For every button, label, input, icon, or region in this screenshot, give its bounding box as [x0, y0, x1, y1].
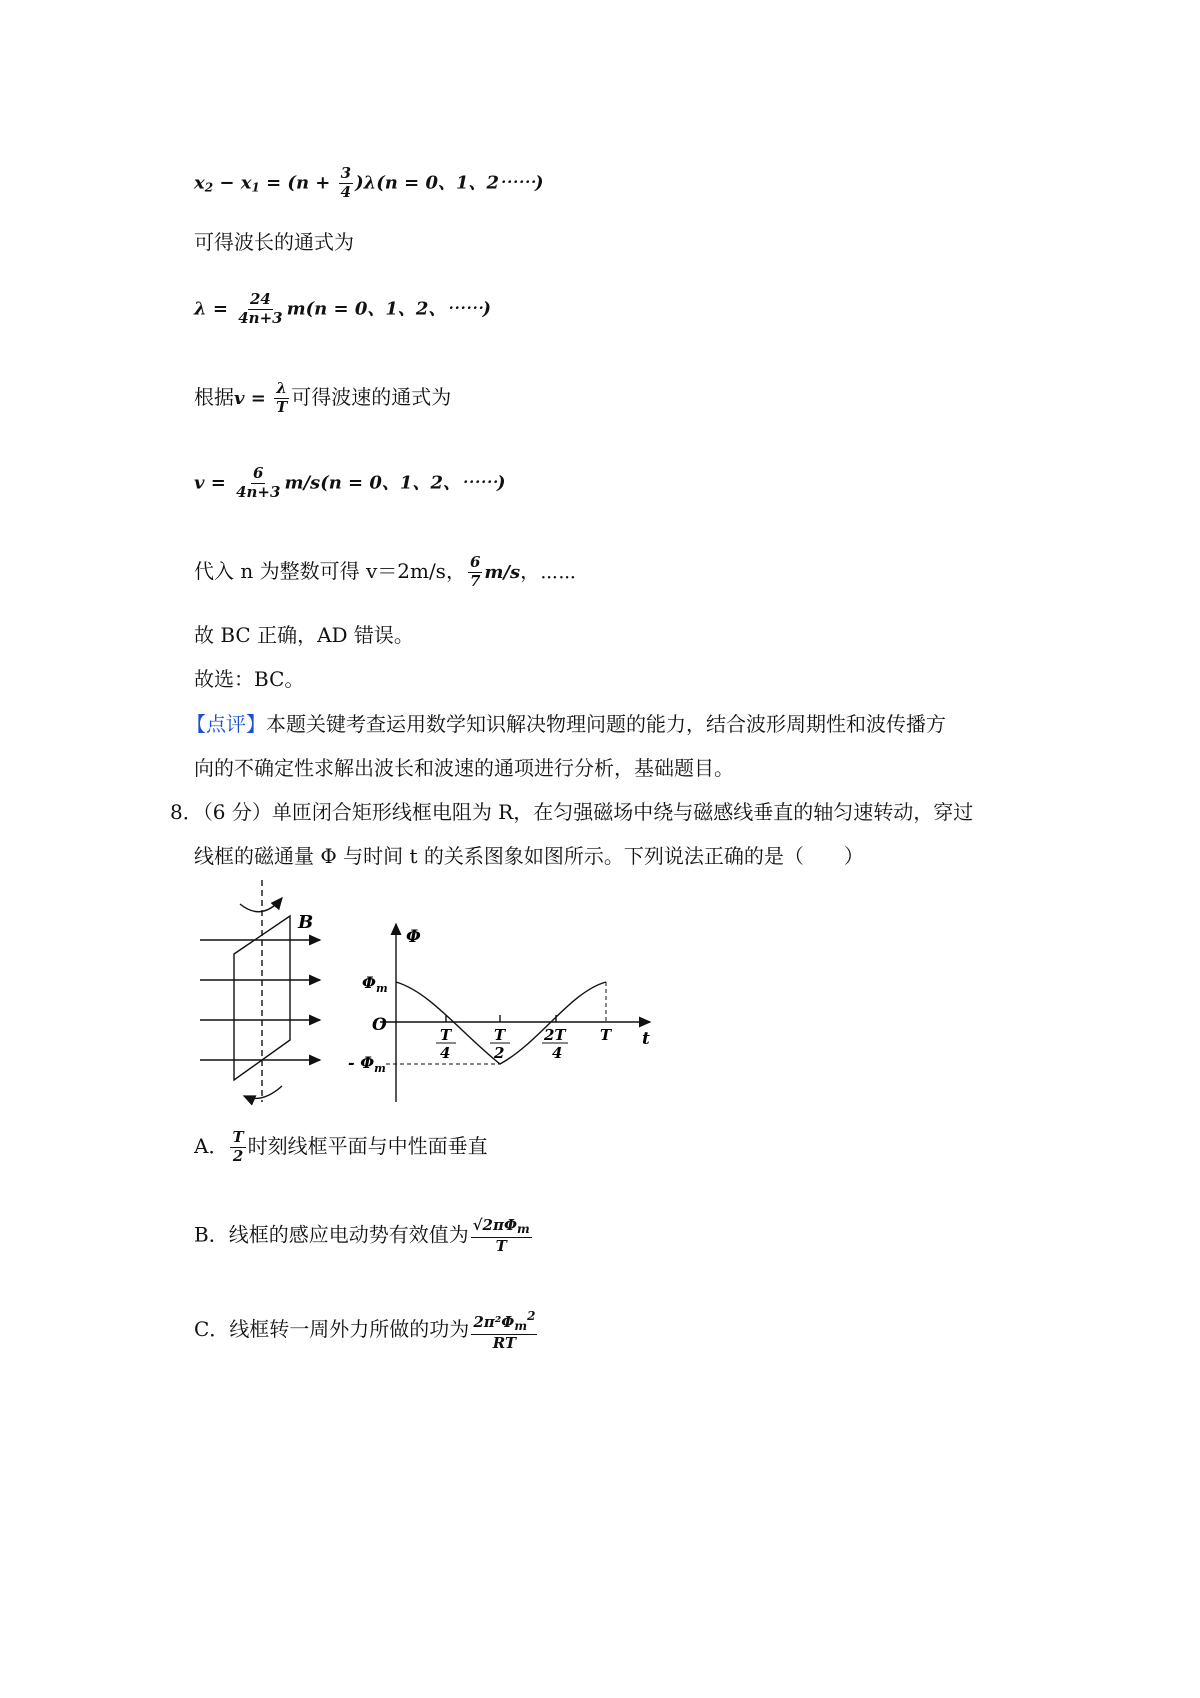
tick-label-three-quarter — [542, 1026, 568, 1062]
equation-wavelength: λ = $\frac{24}{4n+3}$ m(n = 0、1、2、⋯⋯) — [194, 290, 491, 327]
field-label: B — [298, 912, 314, 933]
y-axis-label: Φ — [406, 927, 421, 947]
svg-text:T: T — [440, 1026, 452, 1044]
flux-graph — [380, 924, 650, 1102]
option-a[interactable]: A． $\frac{T}{2}$ 时刻线框平面与中性面垂直 — [194, 1128, 488, 1165]
rotation-arrow-icon — [244, 1086, 282, 1098]
option-b[interactable]: B．线框的感应电动势有效值为 $\frac{√2\pi\Phi_m}{T}$ — [194, 1216, 530, 1255]
conclusion-text: 故 BC 正确，AD 错误。 — [194, 623, 414, 647]
rotation-arrow-icon — [240, 898, 282, 912]
wavelength-intro-text: 可得波长的通式为 — [194, 230, 354, 254]
svg-text:2: 2 — [494, 1044, 505, 1062]
svg-text:4: 4 — [440, 1044, 451, 1062]
question-8-line-2: 线框的磁通量 Φ 与时间 t 的关系图象如图所示。下列说法正确的是（ ） — [194, 844, 864, 868]
min-label: - $\Phi_m$ — [348, 1053, 386, 1075]
max-label: $\Phi_m$ — [362, 973, 388, 995]
comment-line-1: 【点评】本题关键考查运用数学知识解决物理问题的能力，结合波形周期性和波传播方 — [186, 712, 946, 736]
origin-label: O — [372, 1015, 387, 1035]
svg-text:2T: 2T — [544, 1026, 566, 1044]
speed-intro-text: 根据v = $\frac{\lambda}{T}$ 可得波速的通式为 — [194, 379, 452, 416]
substitution-text: 代入 n 为整数可得 v＝2m/s， $\frac{6}{7}$ m/s，⋯⋯ — [194, 553, 577, 590]
tick-label-half — [490, 1026, 510, 1062]
equation-path-difference: $x_2 - x_1 = (n$ + $\frac{3}{4}$ )λ(n = 0、1、2⋯⋯) — [194, 164, 544, 201]
question-8-line-1: 8．（6 分）单匝闭合矩形线框电阻为 R，在匀强磁场中绕与磁感线垂直的轴匀速转动，穿过 — [170, 800, 974, 824]
tick-label-period: T — [600, 1026, 612, 1044]
answer-text: 故选：BC。 — [194, 667, 305, 691]
comment-line-2: 向的不确定性求解出波长和波速的通项进行分析，基础题目。 — [194, 756, 734, 780]
option-c[interactable]: C．线框转一周外力所做的功为 $\frac{2\pi^2\Phi_m^2}{RT}$ — [194, 1309, 536, 1352]
svg-text:4: 4 — [552, 1044, 563, 1062]
equation-wave-speed: v = $\frac{6}{4n+3}$ m/s(n = 0、1、2、⋯⋯) — [194, 464, 506, 501]
comment-label: 【点评】 — [186, 712, 266, 736]
tick-label-quarter — [436, 1026, 456, 1062]
x-axis-label: t — [642, 1029, 650, 1049]
question-number: 8． — [170, 800, 203, 824]
svg-text:T: T — [494, 1026, 506, 1044]
question-figure — [190, 872, 670, 1132]
